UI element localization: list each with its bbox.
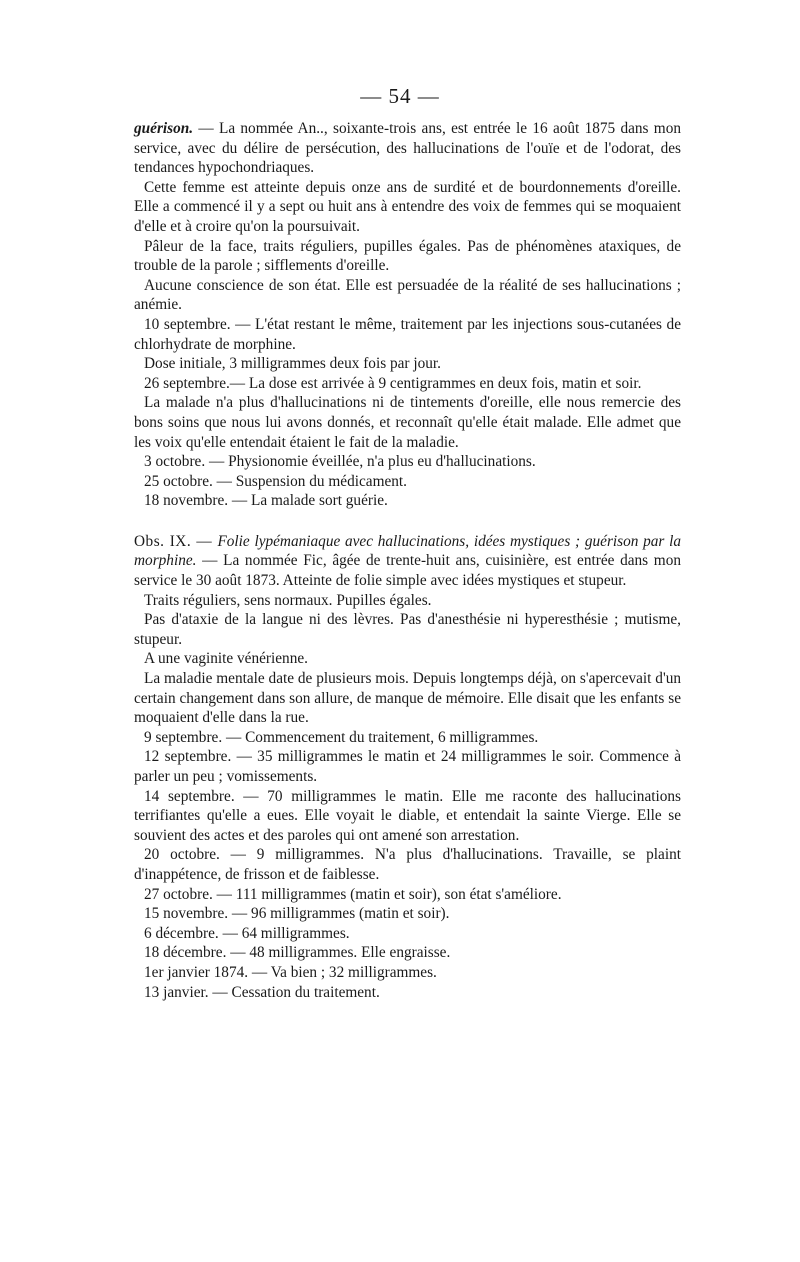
page-body xyxy=(134,119,681,1002)
paragraph: 1er janvier 1874. — Va bien ; 32 milligrammes. xyxy=(144,963,437,981)
paragraph-lead: guérison. xyxy=(134,120,194,137)
paragraph: Traits réguliers, sens normaux. Pupilles égales. xyxy=(144,591,432,609)
observation-title: Folie lypémaniaque avec hallucinations, idées mystiques ; guérison par la morphine. xyxy=(134,532,682,570)
paragraph: 25 octobre. — Suspension du médicament. xyxy=(144,472,407,490)
paragraph: Aucune conscience de son état. Elle est persuadée de la réalité de ses hallucinations ; anémie. xyxy=(134,276,681,314)
paragraph-text: — La nommée An.., soixante-trois ans, est entrée le 16 août 1875 dans mon service, avec du délire de persécution, des hallucinations de l'ouïe et de l'odorat, des tendances hypochondriaques. xyxy=(134,120,681,177)
paragraph: 3 octobre. — Physionomie éveillée, n'a plus eu d'hallucinations. xyxy=(144,453,536,471)
observation-heading xyxy=(134,532,681,591)
page-number: — 54 — xyxy=(360,84,440,108)
paragraph: 12 septembre. — 35 milligrammes le matin et 24 milligrammes le soir. Commence à parler un peu ; vomissements. xyxy=(134,748,681,785)
paragraph: 15 novembre. — 96 milligrammes (matin et soir). xyxy=(144,905,450,923)
paragraph: 18 décembre. — 48 milligrammes. Elle engraisse. xyxy=(144,944,451,962)
paragraph: 18 novembre. — La malade sort guérie. xyxy=(144,492,388,510)
observation-label: Obs. IX. — xyxy=(134,532,218,550)
paragraph: Pâleur de la face, traits réguliers, pupilles égales. Pas de phénomènes ataxiques, de trouble de la parole ; sifflements d'oreille. xyxy=(134,237,681,275)
paragraph: 14 septembre. — 70 milligrammes le matin. Elle me raconte des hallucinations terrifiantes qu'elle a eues. Elle voyait le diable, et entendait la sainte Vierge. Elle se souvient des actes et des paroles qui ont amené son arrestation. xyxy=(134,787,681,844)
paragraph: 13 janvier. — Cessation du traitement. xyxy=(144,983,380,1001)
paragraph: Dose initiale, 3 milligrammes deux fois par jour. xyxy=(144,355,441,373)
paragraph: 9 septembre. — Commencement du traitement, 6 milligrammes. xyxy=(144,728,539,746)
paragraph: Pas d'ataxie de la langue ni des lèvres. Pas d'anesthésie ni hyperesthésie ; mutisme, stupeur. xyxy=(134,611,681,648)
paragraph: 20 octobre. — 9 milligrammes. N'a plus d'hallucinations. Travaille, se plaint d'inappétence, de frisson et de faiblesse. xyxy=(134,846,681,883)
paragraph xyxy=(134,119,681,178)
paragraph: La maladie mentale date de plusieurs mois. Depuis longtemps déjà, on s'apercevait d'un certain changement dans son allure, de manque de mémoire. Elle disait que les enfants se moquaient d'elle dans la rue. xyxy=(134,670,681,727)
paragraph: 6 décembre. — 64 milligrammes. xyxy=(144,924,350,942)
paragraph: 10 septembre. — L'état restant le même, traitement par les injections sous-cutanées de chlorhydrate de morphine. xyxy=(134,315,681,353)
paragraph: Cette femme est atteinte depuis onze ans de surdité et de bourdonnements d'oreille. Elle a commencé il y a sept ou huit ans à entendre des voix de femmes qui se moquaient d'elle et à croire qu'on la poursuivait. xyxy=(134,178,681,235)
paragraph: La malade n'a plus d'hallucinations ni de tintements d'oreille, elle nous remercie des bons soins que nous lui avons donnés, et reconnaît qu'elle était malade. Elle admet que les voix qu'elle entendait étaient le fait de la maladie. xyxy=(134,394,681,451)
paragraph: A une vaginite vénérienne. xyxy=(144,650,308,668)
paragraph: 27 octobre. — 111 milligrammes (matin et soir), son état s'améliore. xyxy=(144,885,562,903)
paragraph: 26 septembre.— La dose est arrivée à 9 centigrammes en deux fois, matin et soir. xyxy=(144,374,642,392)
observation-text: — La nommée Fic, âgée de trente-huit ans, cuisinière, est entrée dans mon service le 30 août 1873. Atteinte de folie simple avec idées mystiques et stupeur. xyxy=(134,552,681,590)
